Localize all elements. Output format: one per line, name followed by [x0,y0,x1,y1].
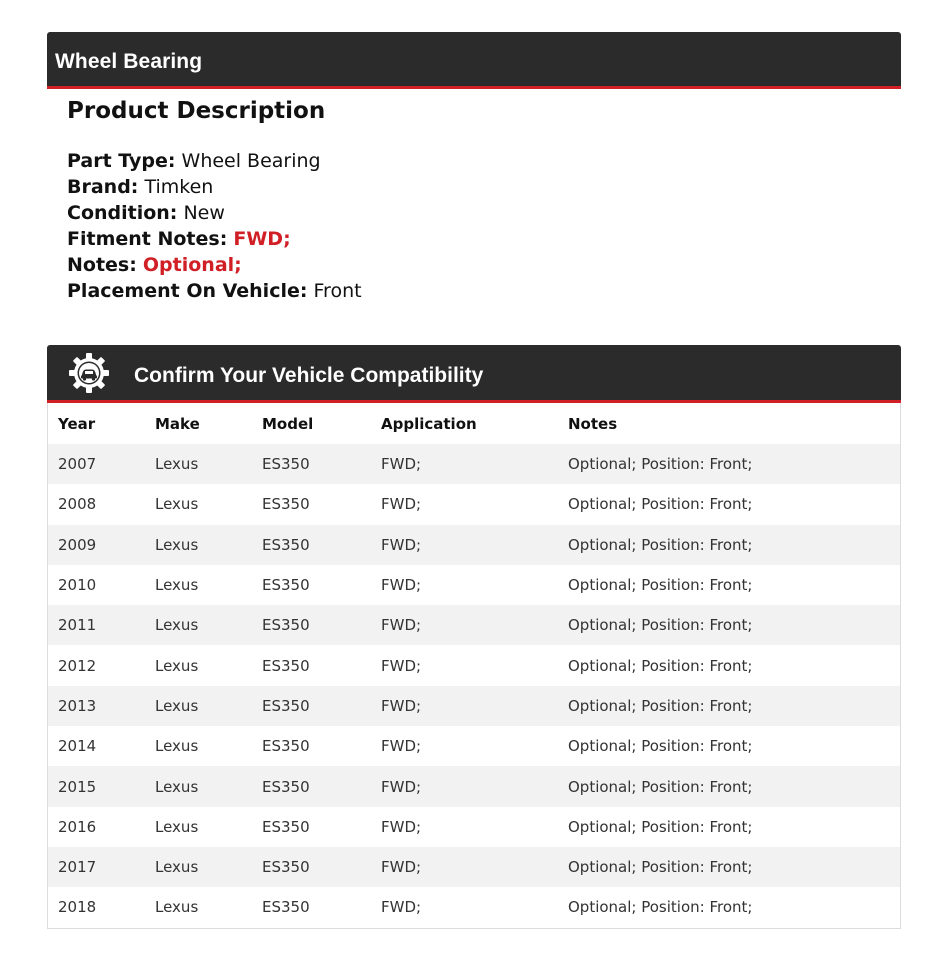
cell-model: ES350 [252,525,371,565]
table-row [48,766,900,806]
cell-make: Lexus [145,726,252,766]
cell-year: 2018 [48,887,145,927]
cell-year: 2008 [48,484,145,524]
cell-make: Lexus [145,444,252,484]
column-header-year: Year [58,414,96,433]
spec-condition [67,200,362,226]
cell-notes: Optional; Position: Front; [558,645,900,685]
cell-year: 2014 [48,726,145,766]
column-header-application: Application [381,414,477,433]
compatibility-table-wrap [47,403,901,929]
cell-application: FWD; [371,807,558,847]
spec-label: Placement On Vehicle: [67,280,308,302]
spec-placement [67,278,362,304]
table-row [48,645,900,685]
cell-application: FWD; [371,484,558,524]
cell-model: ES350 [252,444,371,484]
cell-notes: Optional; Position: Front; [558,565,900,605]
cell-application: FWD; [371,887,558,927]
product-description [67,96,362,304]
cell-make: Lexus [145,807,252,847]
cell-notes: Optional; Position: Front; [558,444,900,484]
cell-notes: Optional; Position: Front; [558,887,900,927]
spec-list [67,148,362,304]
cell-model: ES350 [252,726,371,766]
cell-year: 2007 [48,444,145,484]
cell-make: Lexus [145,525,252,565]
cell-notes: Optional; Position: Front; [558,847,900,887]
cell-model: ES350 [252,565,371,605]
table-row [48,484,900,524]
cell-application: FWD; [371,686,558,726]
cell-application: FWD; [371,847,558,887]
gear-car-icon [68,352,110,394]
spec-value: Timken [144,176,214,198]
cell-model: ES350 [252,484,371,524]
product-title-bar [47,32,901,89]
table-row [48,444,900,484]
spec-brand [67,174,362,200]
table-row [48,525,900,565]
spec-value: Wheel Bearing [181,150,321,172]
spec-value: New [183,202,225,224]
table-row [48,565,900,605]
spec-value: Front [313,280,362,302]
spec-notes [67,252,362,278]
table-row [48,605,900,645]
cell-make: Lexus [145,605,252,645]
spec-label: Part Type: [67,150,176,172]
cell-make: Lexus [145,645,252,685]
table-row [48,887,900,927]
table-row [48,807,900,847]
cell-notes: Optional; Position: Front; [558,686,900,726]
cell-model: ES350 [252,887,371,927]
table-header-row [48,403,900,444]
table-row [48,686,900,726]
compatibility-bar [47,345,901,403]
cell-application: FWD; [371,645,558,685]
spec-label: Condition: [67,202,178,224]
spec-value: FWD; [233,228,291,250]
cell-application: FWD; [371,726,558,766]
cell-make: Lexus [145,686,252,726]
cell-model: ES350 [252,766,371,806]
cell-application: FWD; [371,525,558,565]
spec-fitment-notes [67,226,362,252]
spec-label: Brand: [67,176,139,198]
cell-notes: Optional; Position: Front; [558,525,900,565]
cell-notes: Optional; Position: Front; [558,766,900,806]
cell-model: ES350 [252,645,371,685]
table-row [48,847,900,887]
cell-year: 2017 [48,847,145,887]
column-header-make: Make [155,414,200,433]
cell-year: 2009 [48,525,145,565]
cell-year: 2011 [48,605,145,645]
spec-label: Fitment Notes: [67,228,228,250]
product-title: Wheel Bearing [55,50,203,73]
column-header-notes: Notes [568,414,618,433]
cell-model: ES350 [252,847,371,887]
cell-make: Lexus [145,766,252,806]
cell-year: 2016 [48,807,145,847]
description-heading: Product Description [67,98,326,124]
cell-notes: Optional; Position: Front; [558,484,900,524]
cell-application: FWD; [371,605,558,645]
spec-label: Notes: [67,254,137,276]
column-header-model: Model [262,414,314,433]
cell-make: Lexus [145,484,252,524]
cell-year: 2012 [48,645,145,685]
cell-model: ES350 [252,686,371,726]
cell-notes: Optional; Position: Front; [558,807,900,847]
compatibility-title: Confirm Your Vehicle Compatibility [134,364,484,387]
cell-year: 2015 [48,766,145,806]
cell-notes: Optional; Position: Front; [558,726,900,766]
cell-make: Lexus [145,565,252,605]
cell-application: FWD; [371,565,558,605]
cell-year: 2013 [48,686,145,726]
spec-value: Optional; [142,254,242,276]
cell-make: Lexus [145,847,252,887]
compatibility-table [48,403,900,928]
spec-part-type [67,148,362,174]
cell-model: ES350 [252,807,371,847]
cell-year: 2010 [48,565,145,605]
cell-make: Lexus [145,887,252,927]
cell-model: ES350 [252,605,371,645]
cell-application: FWD; [371,766,558,806]
cell-notes: Optional; Position: Front; [558,605,900,645]
table-row [48,726,900,766]
cell-application: FWD; [371,444,558,484]
